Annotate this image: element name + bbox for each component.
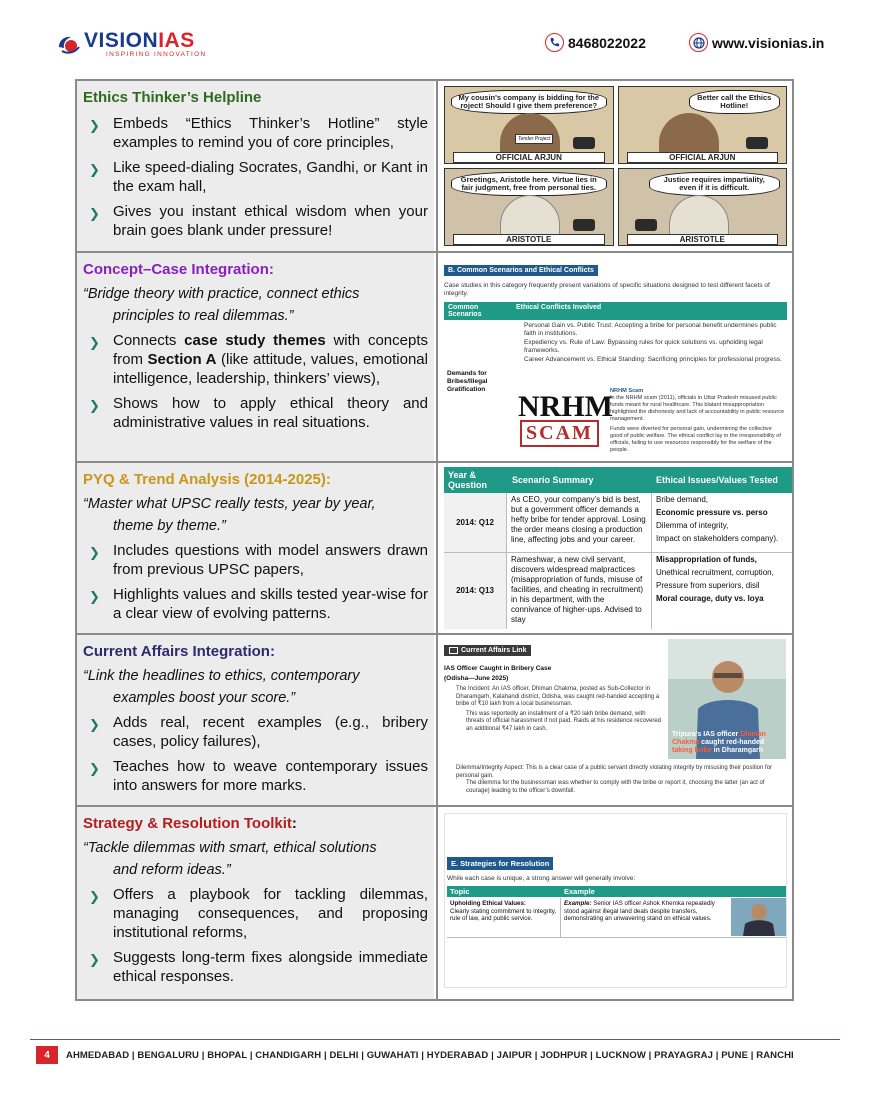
- nameplate: ARISTOTLE: [627, 234, 779, 245]
- list-item: ❯ Offers a playbook for tackling dilemmas, managing consequences, and proposing institutional reforms,: [89, 886, 428, 941]
- current-affairs-badge: Current Affairs Link: [444, 645, 531, 656]
- speech-bubble: Better call the Ethics Hotline!: [689, 90, 781, 114]
- tender-note: Tender Project: [515, 134, 553, 144]
- section-quote: “Link the headlines to ethics, contemporary examples boost your score.”: [83, 668, 360, 706]
- comic-panel: [618, 168, 788, 246]
- city-list: AHMEDABAD | BENGALURU | BHOPAL | CHANDIGARH | DELHI | GUWAHATI | HYDERABAD | JAIPUR | JODHPUR | LUCKNOW | PRAYAGRAJ | PUNE | RANCHI: [66, 1049, 794, 1061]
- website-url: www.visionias.in: [712, 34, 825, 51]
- ca-sub: This was reportedly an installment of a ₹20 lakh bribe demand, with threats of official harassment if not paid. Raids at his residence recovered an additional ₹47 lakh in cash.: [466, 710, 661, 732]
- phone-icon: [545, 33, 564, 52]
- doc-table-row: Demands for Bribes/Illegal Gratification Personal Gain vs. Public Trust: Accepting a bribe for personal benefit undermines public faith in institutions. Expediency vs. Rule of Law: Bypassing rules for quick solutions vs. upholding legal frameworks. Career Advancement vs. Ethical Standing: Sacrificing principles for professional progress. NRHM SCAM NRHM Scam In the NRHM scam (2011), officials in Uttar Pradesh misused public funds meant for rural healthcare. This blatant misappropriation highlighted the dishonesty and lack of accountability in public resource management. Funds were diverted for personal gain, undermining the collective good of public welfare. The ethical conflict lay in the irresponsibility of officials, failing to use resources responsibly for the welfare of the people.: [444, 320, 787, 460]
- list-item: ❯ Includes questions with model answers drawn from previous UPSC papers,: [89, 542, 428, 578]
- ethics-hotline-comic: [444, 86, 787, 246]
- chevron-right-icon: ❯: [89, 589, 100, 604]
- strategy-doc-excerpt: [444, 813, 787, 988]
- chevron-right-icon: ❯: [89, 717, 100, 732]
- ca-headline: IAS Officer Caught in Bribery Case: [444, 665, 552, 672]
- visionias-logo[interactable]: [56, 30, 207, 58]
- chevron-right-icon: ❯: [89, 398, 100, 413]
- chevron-right-icon: ❯: [89, 335, 100, 350]
- pyq-table: [444, 467, 792, 629]
- officer-figure: [659, 113, 719, 155]
- speech-bubble: Justice requires impartiality, even if it is difficult.: [649, 172, 781, 196]
- concept-doc-excerpt: [444, 259, 787, 457]
- list-item: ❯ Highlights values and skills tested year-wise for a clear view of evolving patterns.: [89, 586, 428, 622]
- comic-panel: [444, 86, 614, 164]
- chevron-right-icon: ❯: [89, 952, 100, 967]
- philosopher-figure: [500, 195, 560, 237]
- nameplate: OFFICIAL ARJUN: [453, 152, 605, 163]
- ca-dilemma: Dilemma/Integrity Aspect: This is a clear case of a public servant directly violating integrity by misusing their position for personal gain. The dilemma for the businessman was whether to comply with the bribe or report it, choosing the latter (an act of courage) leading to the officer’s downfall.: [456, 765, 773, 794]
- list-item: ❯ Teaches how to weave contemporary issues into answers for more marks.: [89, 758, 428, 794]
- table-row: 2014: Q12 As CEO, your company’s bid is best, but a government officer demands a hefty bribe for tender approval. Losing the order means closing a production line, affecting jobs and your career. Bribe demand, Economic pressure vs. perso Dilemma of integrity, Impact on stakeholders company).: [444, 493, 792, 553]
- footer-divider: [30, 1039, 840, 1040]
- chevron-right-icon: ❯: [89, 761, 100, 776]
- speech-bubble: Greetings, Aristotle here. Virtue lies in fair judgment, free from personal ties.: [451, 172, 607, 196]
- list-item: ❯ Connects case study themes with concepts from Section A (like attitude, values, emotional intelligence, leadership, thinkers’ views),: [89, 332, 428, 387]
- ca-incident: The Incident: An IAS officer, Dhiman Chakma, posted as Sub-Collector in Dharamgarh, Kalahandi district, Odisha, was caught red-handed accepting a bribe of ₹10 lakh from a local businessman.: [456, 686, 660, 707]
- conflict-item: Expediency vs. Rule of Law: Bypassing rules for quick solutions vs. upholding legal frameworks.: [524, 339, 763, 354]
- doc-heading: B. Common Scenarios and Ethical Conflicts: [444, 265, 598, 276]
- list-item: ❯ Suggests long-term fixes alongside immediate ethical responses.: [89, 949, 428, 985]
- chevron-right-icon: ❯: [89, 118, 100, 133]
- nrhm-scam-logo: NRHM SCAM: [514, 390, 606, 450]
- logo-word-ias: IAS: [158, 28, 195, 52]
- list-item: ❯ Gives you instant ethical wisdom when your brain goes blank under pressure!: [89, 203, 428, 239]
- features-table: [75, 79, 794, 1001]
- nameplate: OFFICIAL ARJUN: [627, 152, 779, 163]
- officer-photo: [668, 639, 786, 759]
- page-footer: [36, 1046, 794, 1064]
- phone-icon: [746, 137, 768, 149]
- phone-icon: [573, 137, 595, 149]
- newspaper-icon: [449, 647, 458, 654]
- row-pyq-trend: [77, 463, 792, 635]
- phone-icon: [635, 219, 657, 231]
- ca-date: (Odisha—June 2025): [444, 675, 509, 682]
- list-item: ❯ Embeds “Ethics Thinker’s Hotline” style examples to remind you of core principles,: [89, 115, 428, 151]
- list-item: ❯ Shows how to apply ethical theory and administrative values in real situations.: [89, 395, 428, 431]
- page-header: [0, 0, 869, 66]
- comic-panel: [444, 168, 614, 246]
- section-title: Strategy & Resolution Toolkit:: [83, 815, 297, 832]
- strategy-table-header: Topic Example: [447, 886, 786, 897]
- comic-panel: [618, 86, 788, 164]
- logo-word-vision: VISION: [84, 28, 159, 52]
- pyq-table-header: Year & Question Scenario Summary Ethical Issues/Values Tested: [444, 467, 792, 493]
- phone-contact[interactable]: [545, 33, 646, 52]
- chevron-right-icon: ❯: [89, 206, 100, 221]
- doc-intro: While each case is unique, a strong answer will generally involve:: [447, 875, 636, 882]
- globe-icon: [689, 33, 708, 52]
- officer-photo: [731, 898, 786, 936]
- row-ethics-helpline: [77, 81, 792, 253]
- row-concept-case: [77, 253, 792, 463]
- logo-icon: [56, 31, 82, 57]
- chevron-right-icon: ❯: [89, 545, 100, 560]
- speech-bubble: My cousin's company is bidding for the roject! Should I give them preference?: [451, 90, 607, 114]
- phone-number: 8468022022: [568, 34, 646, 51]
- table-row: 2014: Q13 Rameshwar, a new civil servant, discovers widespread malpractices (misappropriation of funds, misuse of facilities, and cheating in recruitment) in his department, with the connivance of higher-ups. Advised to stay Misappropriation of funds, Unethical recruitment, corruption, Pressure from superiors, disil Moral courage, duty vs. loya: [444, 553, 792, 629]
- section-quote: “Master what UPSC really tests, year by year, theme by theme.”: [83, 496, 376, 534]
- logo-tagline: INSPIRING INNOVATION: [106, 50, 207, 58]
- row-current-affairs: [77, 635, 792, 807]
- doc-table-header: Common Scenarios Ethical Conflicts Involved: [444, 302, 787, 320]
- section-title: Concept–Case Integration:: [83, 261, 274, 278]
- section-quote: “Bridge theory with practice, connect ethics principles to real dilemmas.”: [83, 286, 360, 324]
- conflict-item: Career Advancement vs. Ethical Standing: Sacrificing principles for professional progress.: [524, 356, 782, 363]
- list-item: ❯ Adds real, recent examples (e.g., bribery cases, policy failures),: [89, 714, 428, 750]
- doc-intro: Case studies in this category frequently present variations of specific situations designed to test different facets of integrity.: [444, 282, 770, 297]
- phone-icon: [573, 219, 595, 231]
- table-row: Upholding Ethical Values: Clearly stating commitment to integrity, rule of law, and public service. Example: Senior IAS officer Ashok Khemka repeatedly stood against illegal land deals despite transfers, demonstrating an unwavering stand on ethical values.: [447, 898, 786, 938]
- philosopher-figure: [669, 195, 729, 237]
- photo-caption: Tripura's IAS officer Dhiman Chakma caught red-handed taking bribe in Dharamgarh: [672, 731, 766, 754]
- section-title: Ethics Thinker’s Helpline: [83, 89, 262, 106]
- chevron-right-icon: ❯: [89, 889, 100, 904]
- chevron-right-icon: ❯: [89, 162, 100, 177]
- nameplate: ARISTOTLE: [453, 234, 605, 245]
- conflict-item: Personal Gain vs. Public Trust: Accepting a bribe for personal benefit undermines public faith in institutions.: [524, 322, 777, 337]
- doc-heading: E. Strategies for Resolution: [447, 857, 553, 870]
- section-title: Current Affairs Integration:: [83, 643, 275, 660]
- section-quote: “Tackle dilemmas with smart, ethical solutions and reform ideas.”: [83, 840, 377, 878]
- website-contact[interactable]: [689, 33, 824, 52]
- page-number: 4: [36, 1046, 58, 1064]
- row-strategy-toolkit: [77, 807, 792, 999]
- case-box: NRHM Scam In the NRHM scam (2011), officials in Uttar Pradesh misused public funds meant for rural healthcare. This blatant misappropriation highlighted the dishonesty and lack of accountability in public resource management. Funds were diverted for personal gain, undermining the collective good of public welfare. The ethical conflict lay in the irresponsibility of officials, failing to use resources responsibly for the welfare of the people.: [610, 388, 785, 453]
- section-title: PYQ & Trend Analysis (2014-2025):: [83, 471, 331, 488]
- list-item: ❯ Like speed-dialing Socrates, Gandhi, or Kant in the exam hall,: [89, 159, 428, 195]
